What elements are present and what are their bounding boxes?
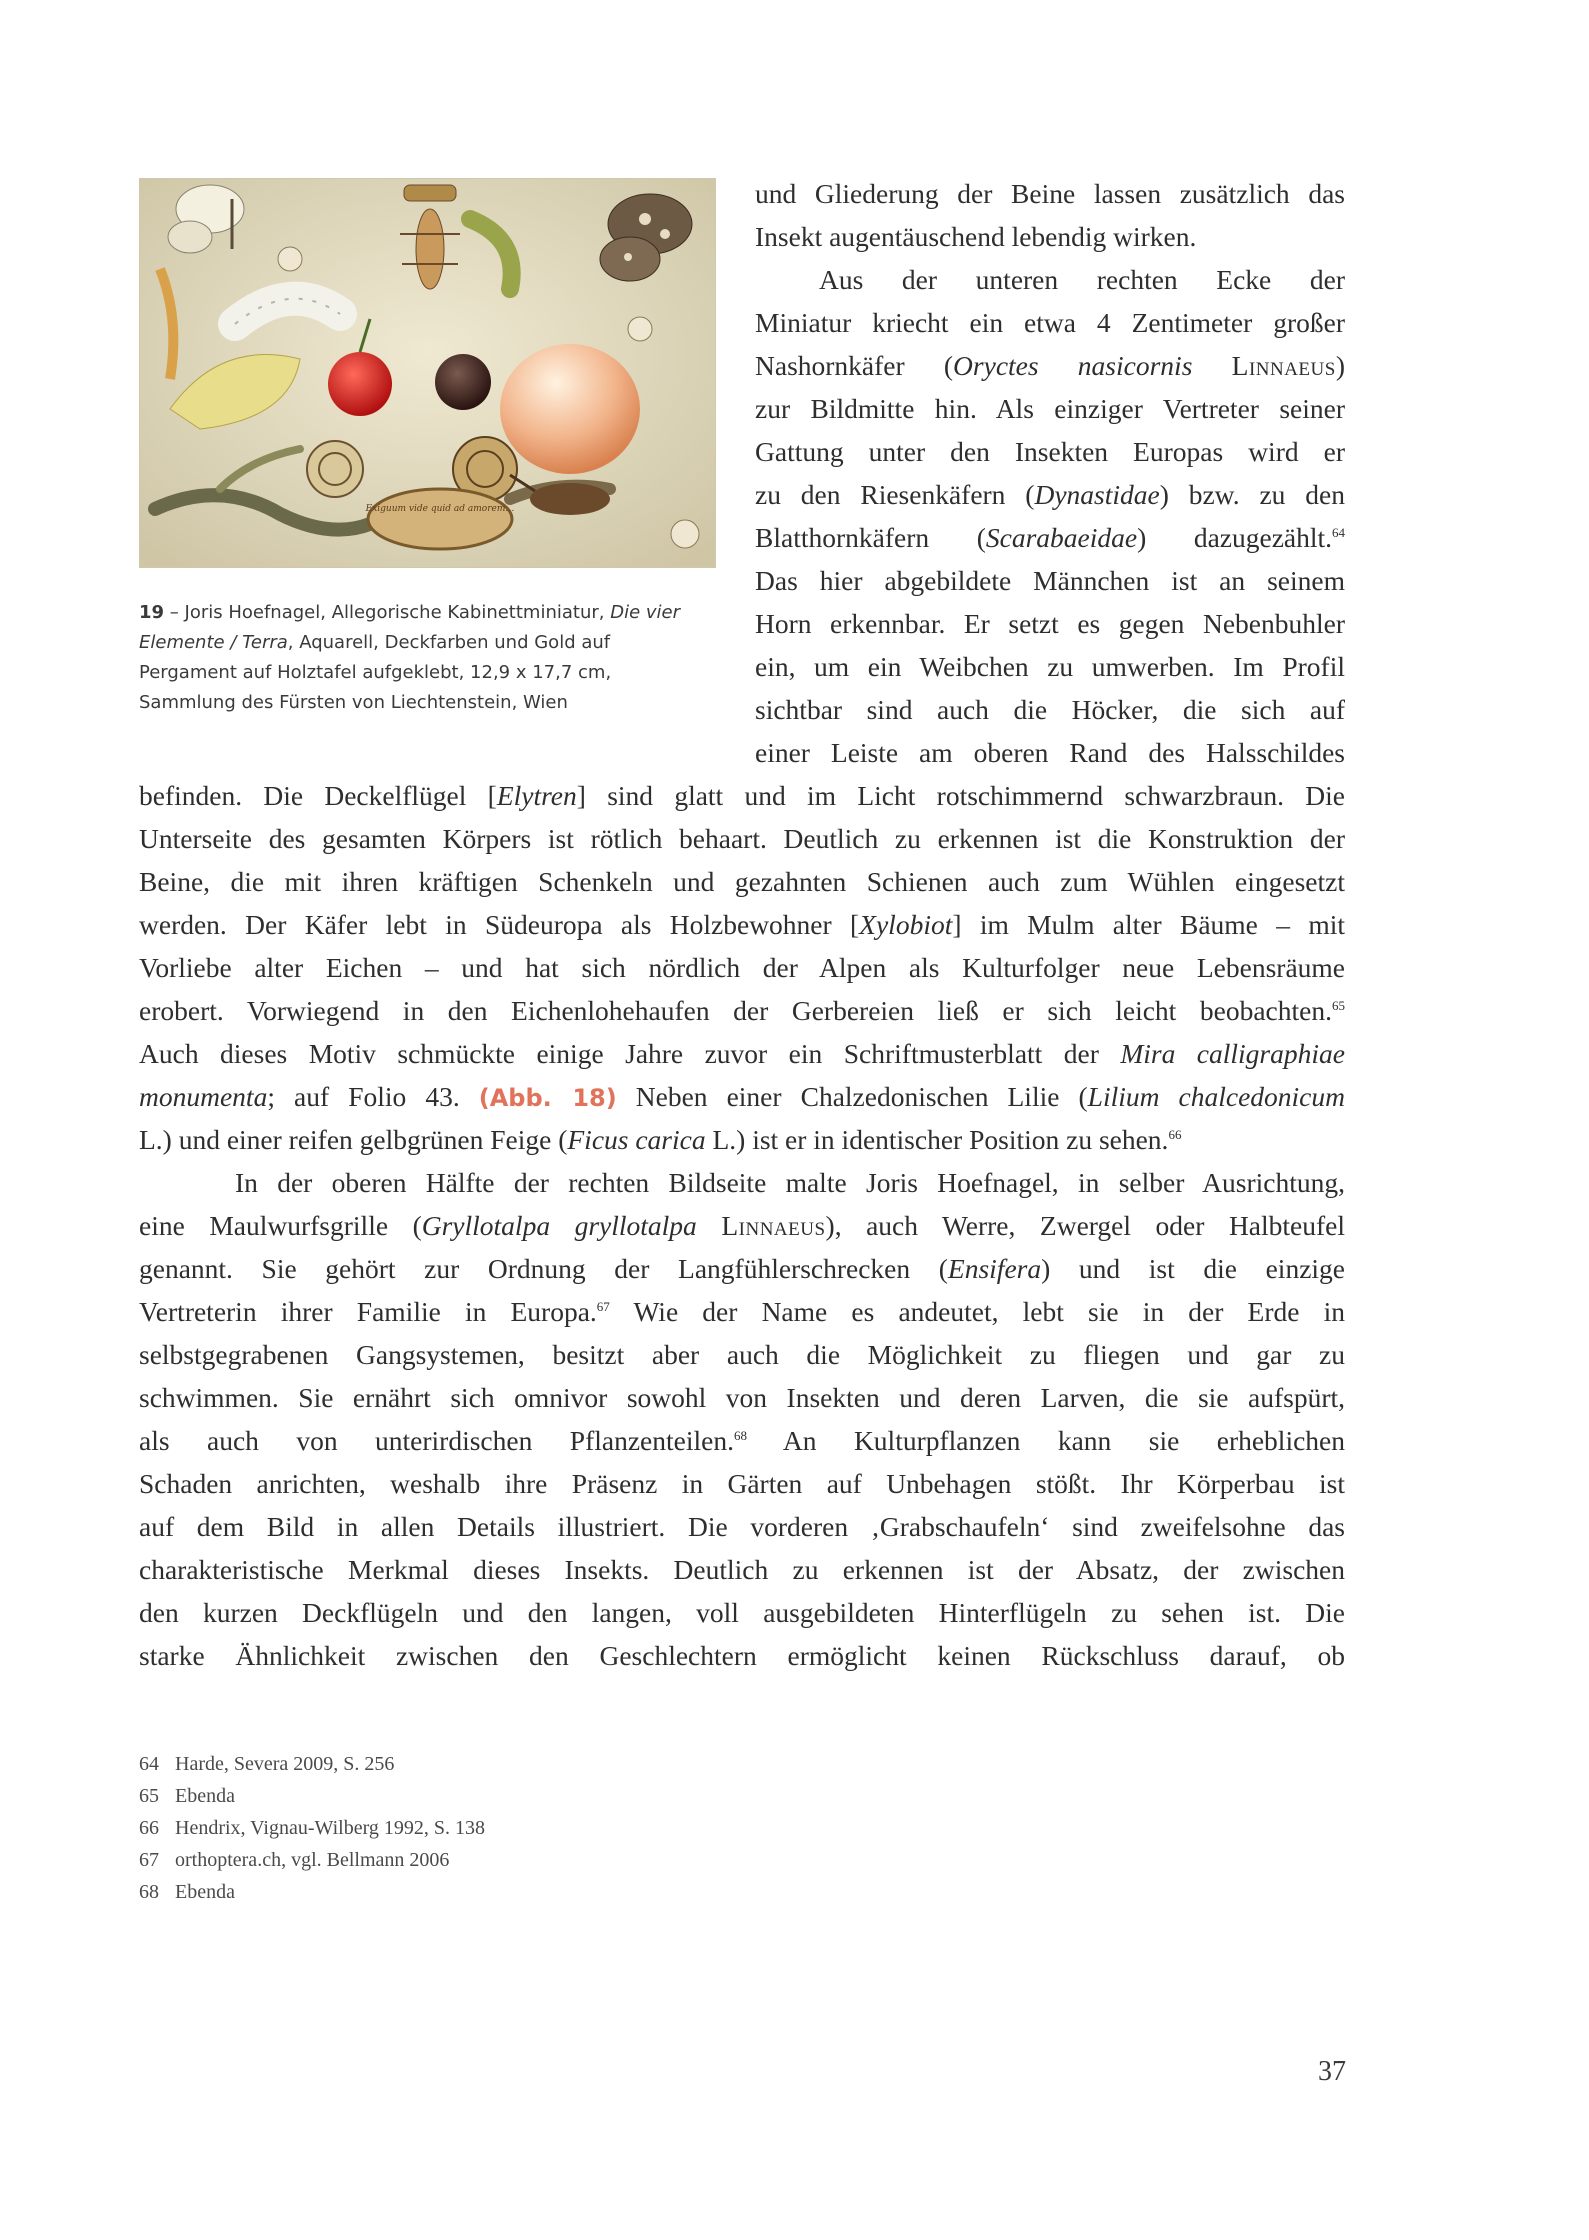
text-line: selbstgegrabenen Gangsystemen, besitzt aber auch die Möglichkeit zu fliegen und gar zu (139, 1339, 1345, 1370)
text-line: Insekt augentäuschend lebendig wirken. (755, 221, 1197, 252)
text-line: Aus der unteren rechten Ecke der (819, 264, 1345, 295)
footnote: 66 Hendrix, Vignau-Wilberg 1992, S. 138 (139, 1817, 485, 1839)
text-line: Beine, die mit ihren kräftigen Schenkeln und gezahnten Schienen auch zum Wühlen eingesetzt (139, 866, 1345, 897)
text-line: werden. Der Käfer lebt in Südeuropa als Holzbewohner [Xylobiot] im Mulm alter Bäume – mit (139, 909, 1345, 940)
text-line: erobert. Vorwiegend in den Eichenlohehaufen der Gerbereien ließ er sich leicht beobachten.$^{65}$ (139, 995, 1345, 1026)
text-line: Gattung unter den Insekten Europas wird er (755, 436, 1345, 467)
cartouche-top (404, 185, 456, 201)
text-line: befinden. Die Deckelflügel [Elytren] sind glatt und im Licht rotschimmernd schwarzbraun. Die (139, 780, 1345, 811)
text-line: L.) und einer reifen gelbgrünen Feige (Ficus carica L.) ist er in identischer Position zu sehen.$^{66}$ (139, 1124, 1182, 1155)
text-line: sichtbar sind auch die Höcker, die sich auf (755, 694, 1345, 725)
caption-title: Die vier Elemente / Terra (139, 602, 681, 653)
text-line: auf dem Bild in allen Details illustriert. Die vorderen ‚Grabschaufeln‘ sind zweifelsohne das (139, 1511, 1345, 1542)
text-line: Schaden anrichten, weshalb ihre Präsenz in Gärten auf Unbehagen stößt. Ihr Körperbau ist (139, 1468, 1345, 1499)
footnote: 68 Ebenda (139, 1881, 235, 1903)
text-line: monumenta; auf Folio 43. (Abb. 18) Neben einer Chalzedonischen Lilie (Lilium chalcedonicum (139, 1081, 1345, 1112)
text-line: schwimmen. Sie ernährt sich omnivor sowohl von Insekten und deren Larven, die sie aufspürt, (139, 1382, 1345, 1413)
footnote-ref: 65 (1332, 997, 1345, 1013)
text-line: Auch dieses Motiv schmückte einige Jahre zuvor ein Schriftmusterblatt der Mira calligraphiae (139, 1038, 1345, 1069)
footnote-ref: 64 (1332, 524, 1345, 540)
peach (500, 344, 640, 474)
caption-text: – Joris Hoefnagel, Allegorische Kabinettminiatur, (164, 602, 611, 623)
figure-caption (139, 598, 699, 718)
text-line: zu den Riesenkäfern (Dynastidae) bzw. zu den (755, 479, 1345, 510)
text-line: Vorliebe alter Eichen – und hat sich nördlich der Alpen als Kulturfolger neue Lebensräume (139, 952, 1345, 983)
footnote: 64 Harde, Severa 2009, S. 256 (139, 1753, 395, 1775)
text-line: Unterseite des gesamten Körpers ist rötlich behaart. Deutlich zu erkennen ist die Konstruktion der (139, 823, 1345, 854)
text-line: starke Ähnlichkeit zwischen den Geschlechtern ermöglicht keinen Rückschluss darauf, ob (139, 1640, 1345, 1671)
text-line: In der oberen Hälfte der rechten Bildseite malte Joris Hoefnagel, in selber Ausrichtung, (235, 1167, 1345, 1198)
full-width-text (139, 774, 1345, 1677)
text-line: Nashornkäfer (Oryctes nasicornis Linnaeus) (755, 350, 1345, 381)
figure-number: 19 (139, 602, 165, 623)
text-line: charakteristische Merkmal dieses Insekts. Deutlich zu erkennen ist der Absatz, der zwischen (139, 1554, 1345, 1585)
text-line: einer Leiste am oberen Rand des Halsschildes (755, 737, 1345, 768)
text-line: Das hier abgebildete Männchen ist an seinem (755, 565, 1345, 596)
text-line: zur Bildmitte hin. Als einziger Vertreter seiner (755, 393, 1345, 424)
footnote-ref: 66 (1168, 1126, 1182, 1142)
page-number: 37 (1318, 2056, 1346, 2087)
text-line: als auch von unterirdischen Pflanzenteilen.$^{68}$ An Kulturpflanzen kann sie erheblichen (139, 1425, 1345, 1456)
text-line: Miniatur kriecht ein etwa 4 Zentimeter großer (755, 307, 1345, 338)
caption-details: , Aquarell, Deckfarben und Gold auf Pergament auf Holztafel aufgeklebt, 12,9 x 17,7 cm, Sammlung des Fürsten von Liechtenstein, Wien (139, 632, 612, 713)
figure-painting (139, 178, 716, 568)
footnote-ref: 68 (733, 1427, 747, 1443)
text-line: eine Maulwurfsgrille (Gryllotalpa gryllotalpa Linnaeus), auch Werre, Zwergel oder Halbteufel (139, 1210, 1345, 1241)
text-line: den kurzen Deckflügeln und den langen, voll ausgebildeten Hinterflügeln zu sehen ist. Die (139, 1597, 1345, 1628)
right-column-text (755, 172, 1345, 774)
footnote: 67 orthoptera.ch, vgl. Bellmann 2006 (139, 1849, 450, 1871)
cartouche-plaque (365, 489, 515, 549)
figure-reference-link[interactable]: (Abb. 18) (478, 1084, 617, 1112)
text-line: Blatthornkäfern (Scarabaeidae) dazugezählt.$^{64}$ (755, 522, 1345, 553)
text-line: genannt. Sie gehört zur Ordnung der Langfühlerschrecken (Ensifera) und ist die einzige (139, 1253, 1345, 1284)
painting-illustration (140, 179, 715, 567)
footnote: 65 Ebenda (139, 1785, 235, 1807)
plaque-inscription: Exiguum vide quid ad amorem… (365, 504, 515, 514)
text-line: und Gliederung der Beine lassen zusätzlich das (755, 178, 1345, 209)
cherry (328, 352, 392, 416)
plum (435, 354, 491, 410)
text-line: Horn erkennbar. Er setzt es gegen Nebenbuhler (755, 608, 1345, 639)
footnotes (139, 1748, 839, 1908)
text-line: ein, um ein Weibchen zu umwerben. Im Profil (755, 651, 1345, 682)
footnote-ref: 67 (596, 1298, 610, 1314)
text-line: Vertreterin ihrer Familie in Europa.$^{67}$ Wie der Name es andeutet, lebt sie in der Erde in (139, 1296, 1345, 1327)
